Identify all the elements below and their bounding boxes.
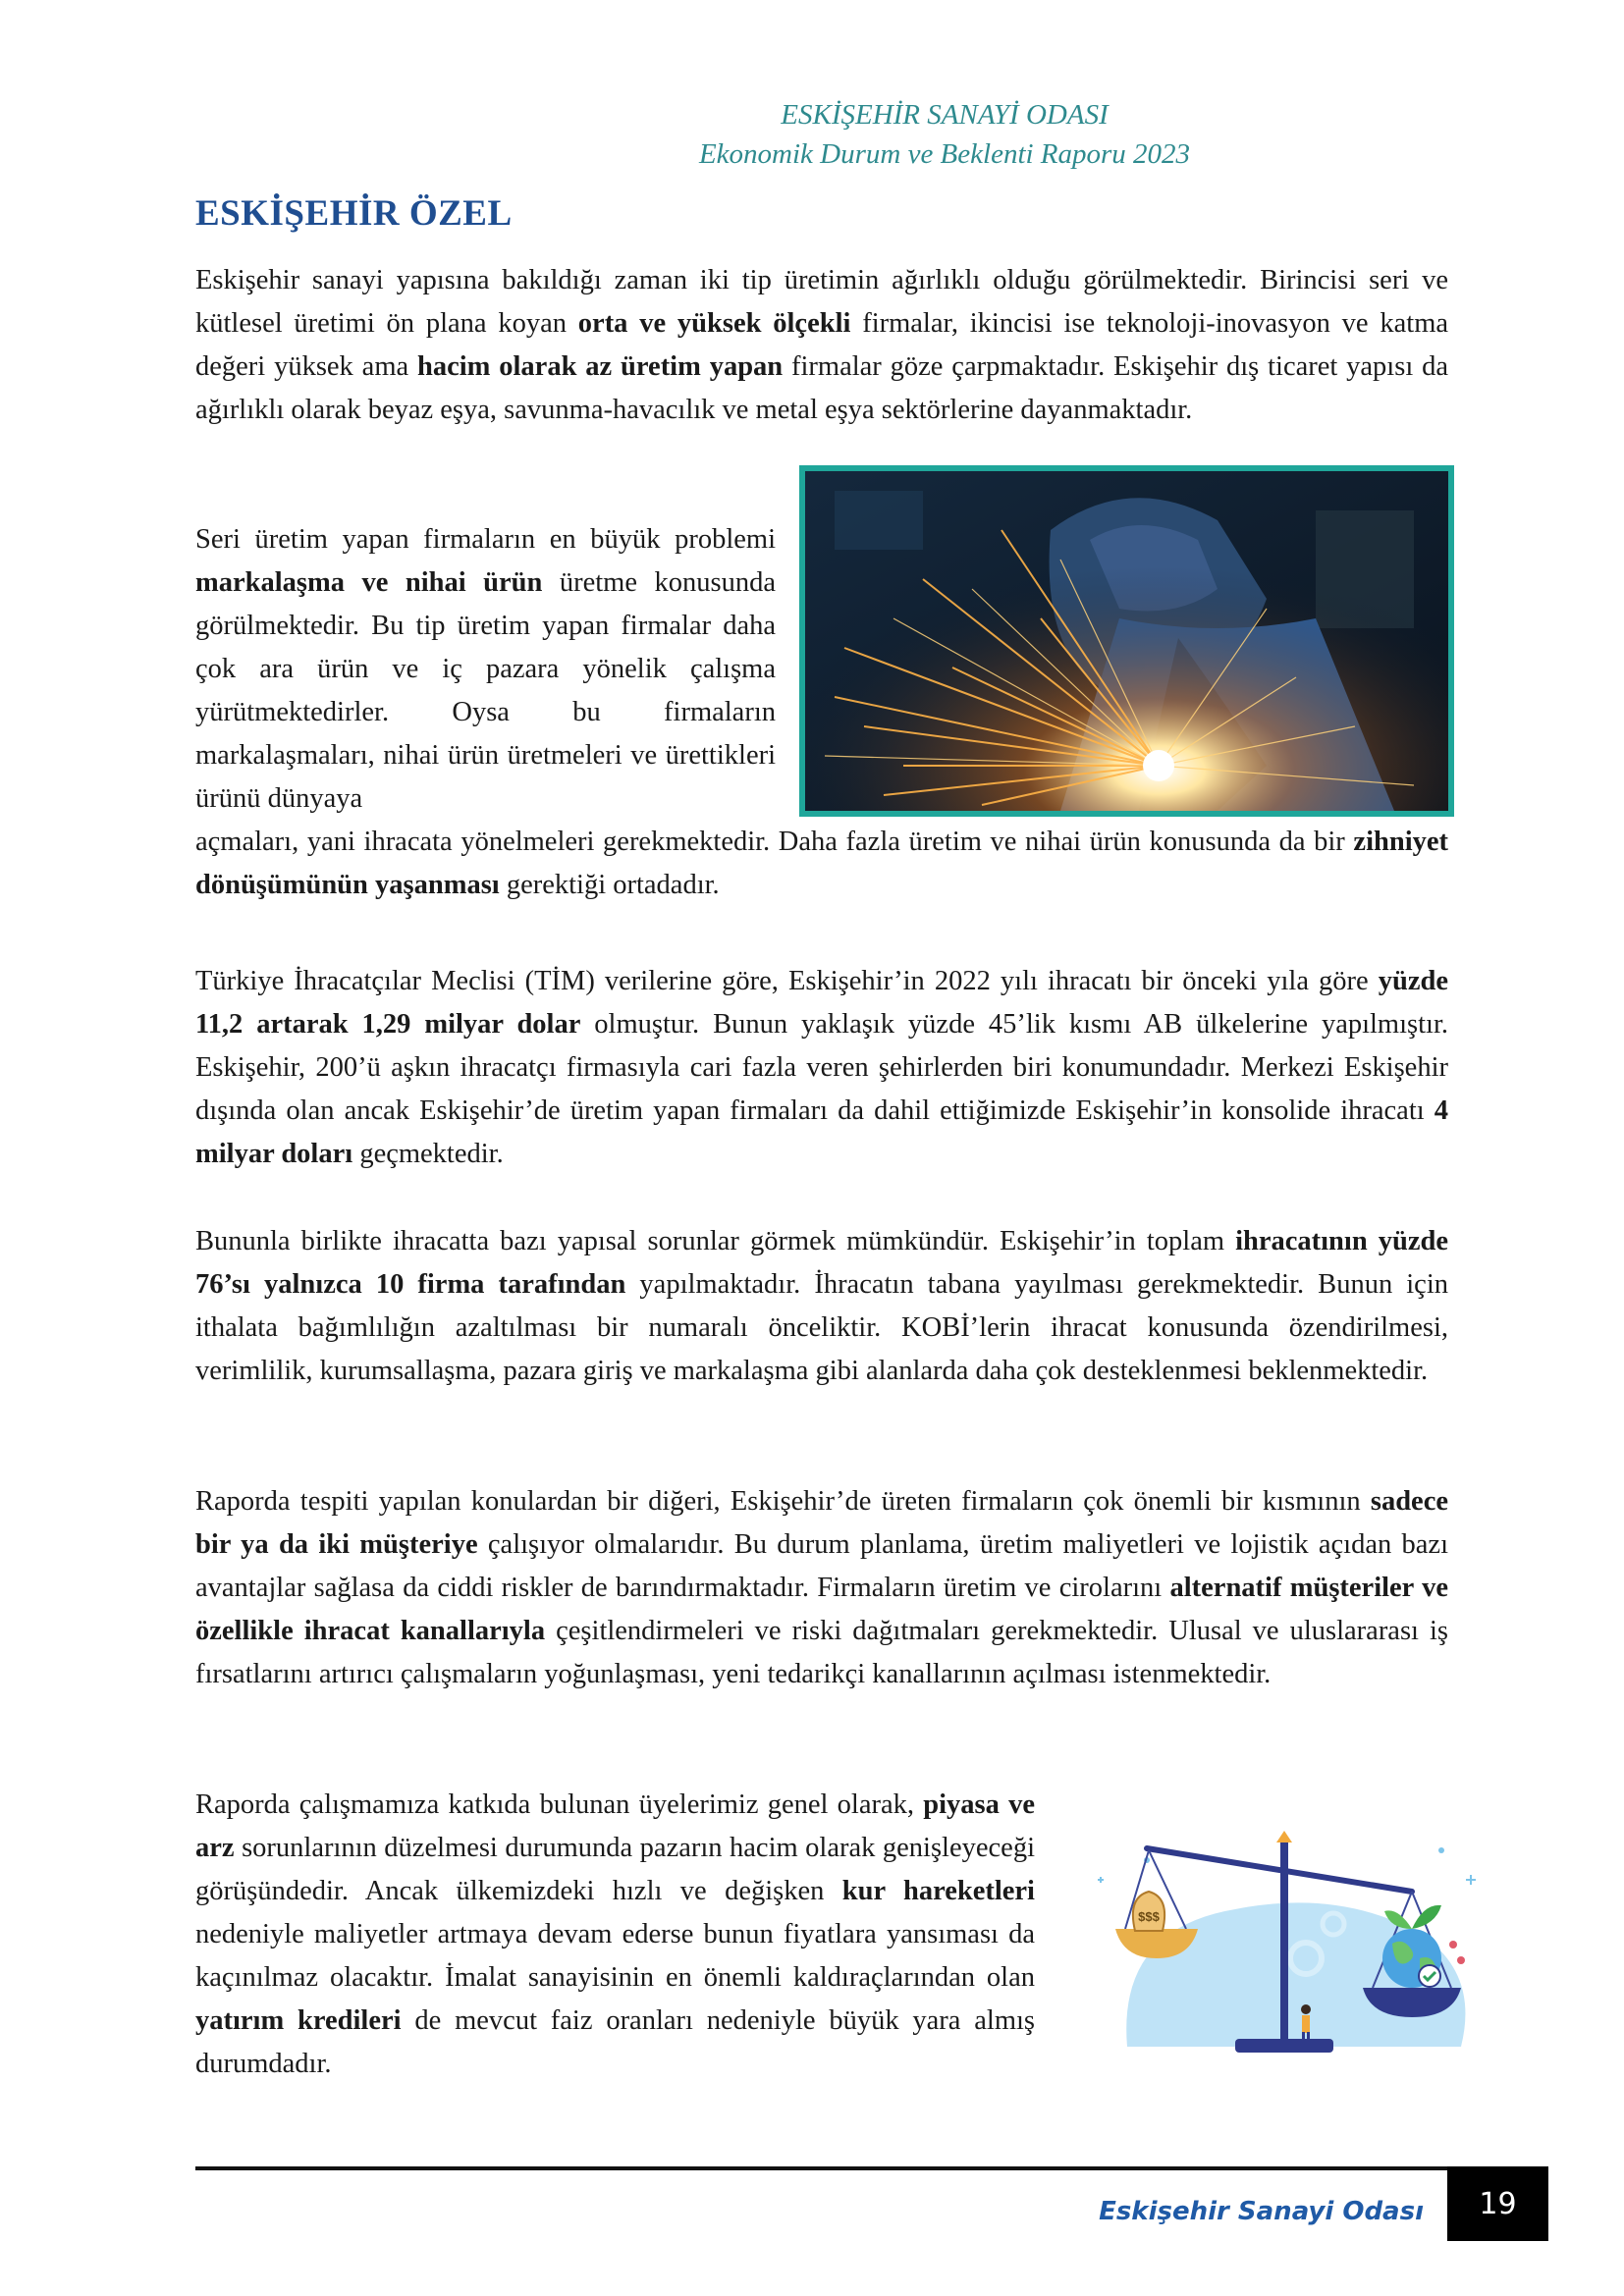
body-text: Seri üretim yapan firmaların en büyük problemi xyxy=(195,524,776,555)
header-org: ESKİŞEHİR SANAYİ ODASI xyxy=(781,99,1109,131)
footer-divider xyxy=(195,2166,1472,2170)
body-text: Türkiye İhracatçılar Meclisi (TİM) verilerine göre, Eskişehir’in 2022 yılı ihracatı bir önceki yıla göre xyxy=(195,966,1379,996)
welding-sparks-icon xyxy=(805,471,1448,811)
body-text: üretme konusunda görülmektedir. Bu tip üretim yapan firmalar daha çok ara ürün ve iç pazara yönelik çalışma yürütmektedirler. Oysa bu firmaların markalaşmaları, nihai ürün üretmeleri ve ürettikleri ürünü dünyaya xyxy=(195,567,776,814)
paragraph-serial-production xyxy=(195,518,776,821)
body-text: firmalar, ikincisi ise teknoloji-inovasyon ve katma değeri yüksek ama xyxy=(195,308,1449,382)
paragraph-serial-production-continued xyxy=(195,821,1448,907)
emphasis-text: sadece bir ya da iki müşteriye xyxy=(195,1486,1448,1560)
emphasis-text: alternatif müşteriler ve özellikle ihracat kanallarıyla xyxy=(195,1573,1449,1646)
welding-photo xyxy=(799,465,1454,817)
emphasis-text: ihracatının yüzde 76’sı yalnızca 10 firma tarafından xyxy=(195,1226,1448,1300)
body-text: gerektiği ortadadır. xyxy=(499,870,720,900)
emphasis-text: kur hareketleri xyxy=(841,1876,1035,1906)
page-number xyxy=(1447,2166,1548,2241)
paragraph-industry-structure xyxy=(195,259,1448,432)
header-report-title: Ekonomik Durum ve Beklenti Raporu 2023 xyxy=(698,138,1191,170)
body-text: geçmektedir. xyxy=(352,1139,504,1169)
body-text: Raporda tespiti yapılan konulardan bir diğeri, Eskişehir’de üreten firmaların çok önemli bir kısmının xyxy=(195,1486,1371,1517)
emphasis-text: zihniyet dönüşümünün yaşanması xyxy=(195,827,1448,900)
body-text: açmaları, yani ihracata yönelmeleri gerekmektedir. Daha fazla üretim ve nihai ürün konusunda da bir xyxy=(195,827,1354,857)
body-text: çalışıyor olmalarıdır. Bu durum planlama, üretim maliyetleri ve lojistik açıdan bazı avantajlar sağlasa da ciddi riskler de barındırmaktadır. Firmaların üretim ve cirolarını xyxy=(195,1529,1448,1603)
bag-label: $$$ xyxy=(1138,1909,1160,1924)
body-text: firmalar göze çarpmaktadır. Eskişehir dış ticaret yapısı da ağırlıklı olarak beyaz eşya, savunma-havacılık ve metal eşya sektörlerine dayanmaktadır. xyxy=(195,351,1448,425)
paragraph-customer-concentration xyxy=(195,1480,1448,1696)
section-title: ESKİŞEHİR ÖZEL xyxy=(195,193,513,234)
body-text: Eskişehir sanayi yapısına bakıldığı zaman iki tip üretimin ağırlıklı olduğu görülmektedir. Birincisi seri ve kütlesel üretimi ön plana koyan xyxy=(195,265,1448,339)
body-text: çeşitlendirmeleri ve riski dağıtmaları gerekmektedir. Ulusal ve uluslararası iş fırsatlarını artırıcı çalışmaların yoğunlaşması, yeni tedarikçi kanallarının açılması istenmektedir. xyxy=(195,1616,1448,1689)
body-text: de mevcut faiz oranları nedeniyle büyük yara almış durumdadır. xyxy=(195,2005,1035,2079)
page-number-text: 19 xyxy=(1479,2186,1517,2221)
paragraph-export-structural-issues xyxy=(195,1220,1448,1393)
checkmark-icon xyxy=(1419,1965,1440,1987)
emphasis-text: markalaşma ve nihai ürün xyxy=(195,567,543,598)
body-text: nedeniyle maliyetler artmaya devam ederse bunun fiyatlara yansıması da kaçınılmaz olacaktır. İmalat sanayisinin en önemli kaldıraçlarından olan xyxy=(195,1919,1035,1993)
emphasis-text: 4 milyar doları xyxy=(195,1095,1448,1169)
money-bag-icon xyxy=(1133,1892,1164,1931)
body-text: yapılmaktadır. İhracatın tabana yayılması gerekmektedir. Bunun için ithalata bağımlılığın azaltılması bir numaralı önceliktir. KOBİ’lerin ihracat konusunda özendirilmesi, verimlilik, kurumsallaşma, pazara giriş ve markalaşma gibi alanlarda daha çok desteklenmesi beklenmektedir. xyxy=(195,1269,1448,1386)
emphasis-text: yüzde 11,2 artarak 1,29 milyar dolar xyxy=(195,966,1448,1040)
emphasis-text: piyasa ve arz xyxy=(195,1789,1035,1863)
emphasis-text: yatırım kredileri xyxy=(195,2005,402,2036)
footer-org: Eskişehir Sanayi Odası xyxy=(1099,2197,1424,2226)
body-text: sorunlarının düzelmesi durumunda pazarın hacim olarak genişleyeceği görüşündedir. Ancak ülkemizdeki hızlı ve değişken xyxy=(195,1833,1035,1906)
balance-scale-illustration xyxy=(1088,1821,1490,2078)
emphasis-text: hacim olarak az üretim yapan xyxy=(417,351,784,382)
emphasis-text: orta ve yüksek ölçekli xyxy=(577,308,851,339)
body-text: olmuştur. Bunun yaklaşık yüzde 45’lik kısmı AB ülkelerine yapılmıştır. Eskişehir, 200’ü aşkın ihracatçı firmasıyla cari fazla veren şehirlerden biri konumundadır. Merkezi Eskişehir dışında olan ancak Eskişehir’de üretim yapan firmaları da dahil ettiğimizde Eskişehir’in konsolide ihracatı xyxy=(195,1009,1448,1126)
paragraph-export-figures xyxy=(195,960,1448,1176)
body-text: Raporda çalışmamıza katkıda bulunan üyelerimiz genel olarak, xyxy=(195,1789,924,1820)
paragraph-market-expectations xyxy=(195,1784,1035,2086)
body-text: Bununla birlikte ihracatta bazı yapısal sorunlar görmek mümkündür. Eskişehir’in toplam xyxy=(195,1226,1236,1256)
